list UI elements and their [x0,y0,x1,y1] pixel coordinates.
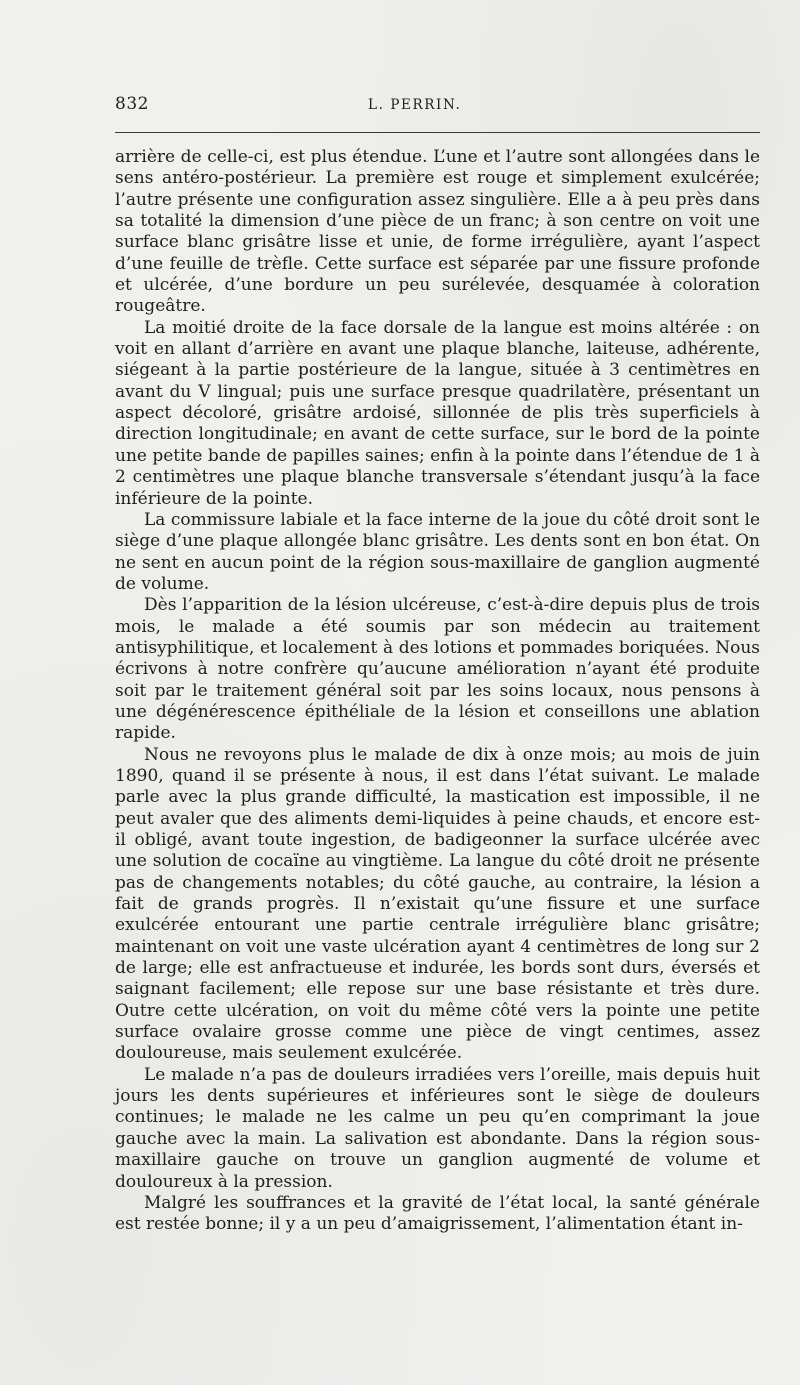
paragraph: La commissure labiale et la face interne de la joue du côté droit sont le siège d’une plaque allongée blanc grisâtre. Les dents sont en bon état. On ne sent en aucun point de la région sous-maxillaire de ganglion augmenté de volume. [115,509,760,594]
page-header [115,94,760,120]
paragraph: Le malade n’a pas de douleurs irradiées vers l’oreille, mais depuis huit jours les dents supérieures et inférieures sont le siège de douleurs continues; le malade ne les calme un peu qu’en comprimant la joue gauche avec la main. La salivation est abondante. Dans la région sous-maxillaire gauche on trouve un ganglion augmenté de volume et douloureux à la pression. [115,1064,760,1192]
paragraph: La moitié droite de la face dorsale de la langue est moins altérée : on voit en allant d’arrière en avant une plaque blanche, laiteuse, adhérente, siégeant à la partie postérieure de la langue, située à 3 centimètres en avant du V lingual; puis une surface presque quadrilatère, présentant un aspect décoloré, grisâtre ardoisé, sillonnée de plis très superficiels à direction longitudinale; en avant de cette surface, sur le bord de la pointe une petite bande de papilles saines; enfin à la pointe dans l’étendue de 1 à 2 centimètres une plaque blanche transversale s’étendant jusqu’à la face inférieure de la pointe. [115,317,760,509]
paragraph: Malgré les souffrances et la gravité de l’état local, la santé générale est restée bonne; il y a un peu d’amaigrissement, l’alimentation étant in- [115,1192,760,1235]
paragraph: Dès l’apparition de la lésion ulcéreuse, c’est-à-dire depuis plus de trois mois, le malade a été soumis par son médecin au traitement antisyphilitique, et localement à des lotions et pommades boriquées. Nous écrivons à notre confrère qu’aucune amélioration n’ayant été produite soit par le traitement général soit par les soins locaux, nous pensons à une dégénérescence épithéliale de la lésion et conseillons une ablation rapide. [115,595,760,744]
page-number: 832 [115,94,149,114]
paragraph: arrière de celle-ci, est plus étendue. L’une et l’autre sont allongées dans le sens antéro-postérieur. La première est rouge et simplement exulcérée; l’autre présente une configuration assez singulière. Elle a à peu près dans sa totalité la dimension d’une pièce de un franc; à son centre on voit une surface blanc grisâtre lisse et unie, de forme irrégulière, ayant l’aspect d’une feuille de trèfle. Cette surface est séparée par une fissure profonde et ulcérée, d’une bordure un peu surélevée, desquamée à coloration rougeâtre. [115,147,760,317]
running-head: L. PERRIN. [368,97,462,113]
paragraph: Nous ne revoyons plus le malade de dix à onze mois; au mois de juin 1890, quand il se présente à nous, il est dans l’état suivant. Le malade parle avec la plus grande difficulté, la mastication est impossible, il ne peut avaler que des aliments demi-liquides à peine chauds, et encore est-il obligé, avant toute ingestion, de badigeonner la surface ulcérée avec une solution de cocaïne au vingtième. La langue du côté droit ne présente pas de changements notables; du côté gauche, au contraire, la lésion a fait de grands progrès. Il n’existait qu’une fissure et une surface exulcérée entourant une partie centrale irrégulière blanc grisâtre; maintenant on voit une vaste ulcération ayant 4 centimètres de long sur 2 de large; elle est anfractueuse et indurée, les bords sont durs, éversés et saignant facilement; elle repose sur une base résistante et très dure. Outre cette ulcération, on voit du même côté vers la pointe une petite surface ovalaire grosse comme une pièce de vingt centimes, assez douloureuse, mais seulement exulcérée. [115,744,760,1064]
header-rule [115,132,760,133]
body-text [115,147,760,1236]
